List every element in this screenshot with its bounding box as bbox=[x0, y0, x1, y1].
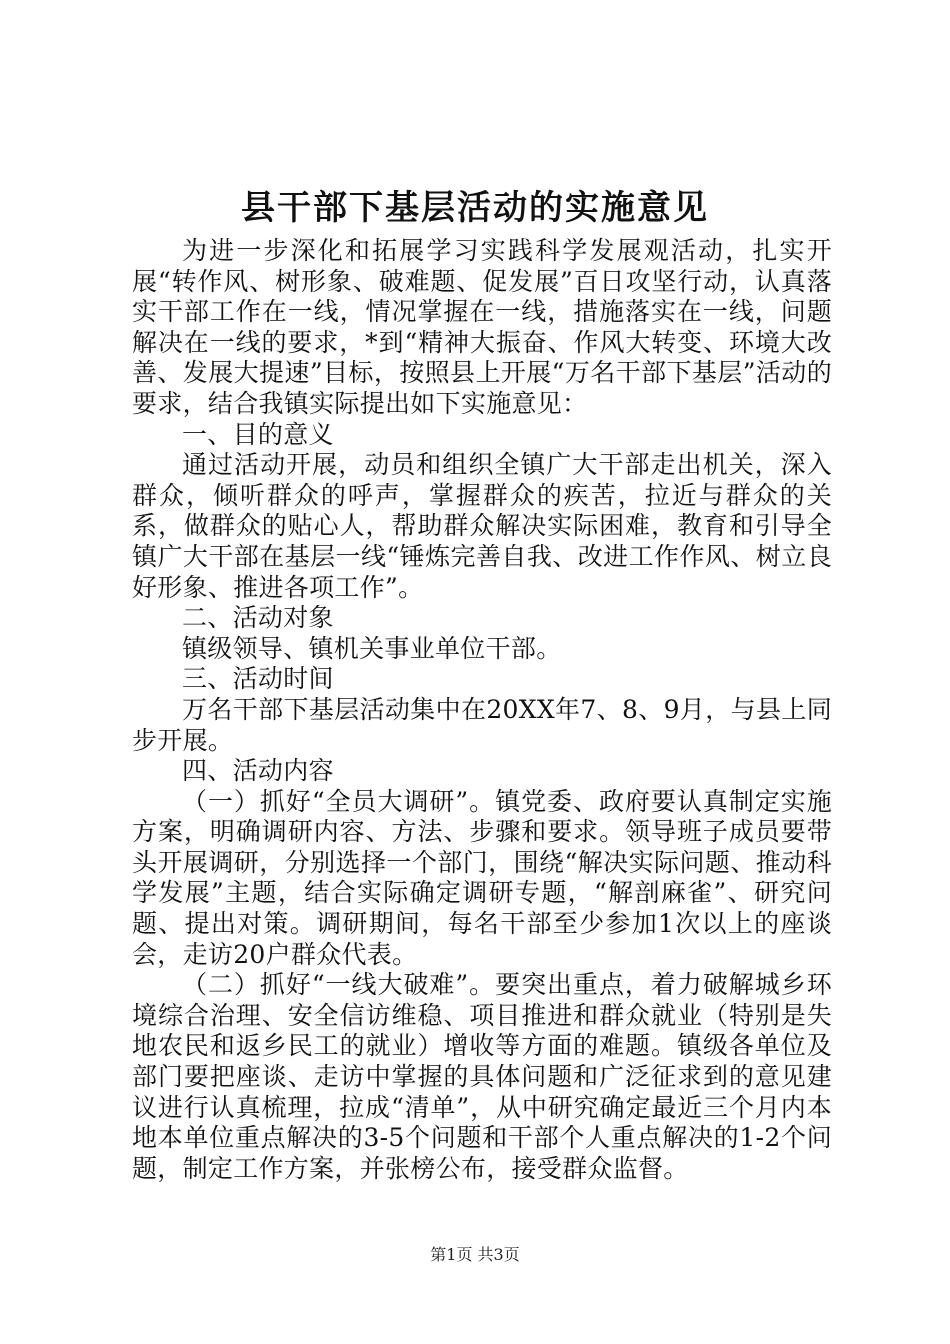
page-number: 第1页 共3页 bbox=[430, 1245, 520, 1264]
section-paragraph-time: 万名干部下基层活动集中在20XX年7、8、9月，与县上同步开展。 bbox=[132, 694, 832, 755]
content-item-research: （一）抓好“全员大调研”。镇党委、政府要认真制定实施方案，明确调研内容、方法、步骤和要求。领导班子成员要带头开展调研，分别选择一个部门，围绕“解决实际问题、推动科学发展”主题，结合实际确定调研专题，“解剖麻雀”、研究问题、提出对策。调研期间，每名干部至少参加1次以上的座谈会，走访20户群众代表。 bbox=[132, 786, 832, 969]
section-heading-purpose: 一、目的意义 bbox=[182, 419, 334, 449]
section-heading-content: 四、活动内容 bbox=[182, 756, 334, 786]
document-title: 县干部下基层活动的实施意见 bbox=[241, 188, 709, 228]
document-body bbox=[132, 236, 832, 1184]
content-item-problem-solving: （二）抓好“一线大破难”。要突出重点，着力破解城乡环境综合治理、安全信访维稳、项目推进和群众就业（特别是失地农民和返乡民工的就业）增收等方面的难题。镇级各单位及部门要把座谈、走访中掌握的具体问题和广泛征求到的意见建议进行认真梳理，拉成“清单”，从中研究确定最近三个月内本地本单位重点解决的3-5个问题和干部个人重点解决的1-2个问题，制定工作方案，并张榜公布，接受群众监督。 bbox=[132, 970, 832, 1183]
section-heading-targets: 二、活动对象 bbox=[182, 603, 334, 633]
section-paragraph-purpose: 通过活动开展，动员和组织全镇广大干部走出机关，深入群众，倾听群众的呼声，掌握群众的疾苦，拉近与群众的关系，做群众的贴心人，帮助群众解决实际困难，教育和引导全镇广大干部在基层一线“锤炼完善自我、改进工作作风、树立良好形象、推进各项工作”。 bbox=[132, 450, 832, 602]
section-heading-time: 三、活动时间 bbox=[182, 664, 334, 694]
section-paragraph-targets: 镇级领导、镇机关事业单位干部。 bbox=[182, 633, 562, 663]
intro-paragraph: 为进一步深化和拓展学习实践科学发展观活动，扎实开展“转作风、树形象、破难题、促发展”百日攻坚行动，认真落实干部工作在一线，情况掌握在一线，措施落实在一线，问题解决在一线的要求，*到“精神大振奋、作风大转变、环境大改善、发展大提速”目标，按照县上开展“万名干部下基层”活动的要求，结合我镇实际提出如下实施意见： bbox=[132, 236, 832, 418]
